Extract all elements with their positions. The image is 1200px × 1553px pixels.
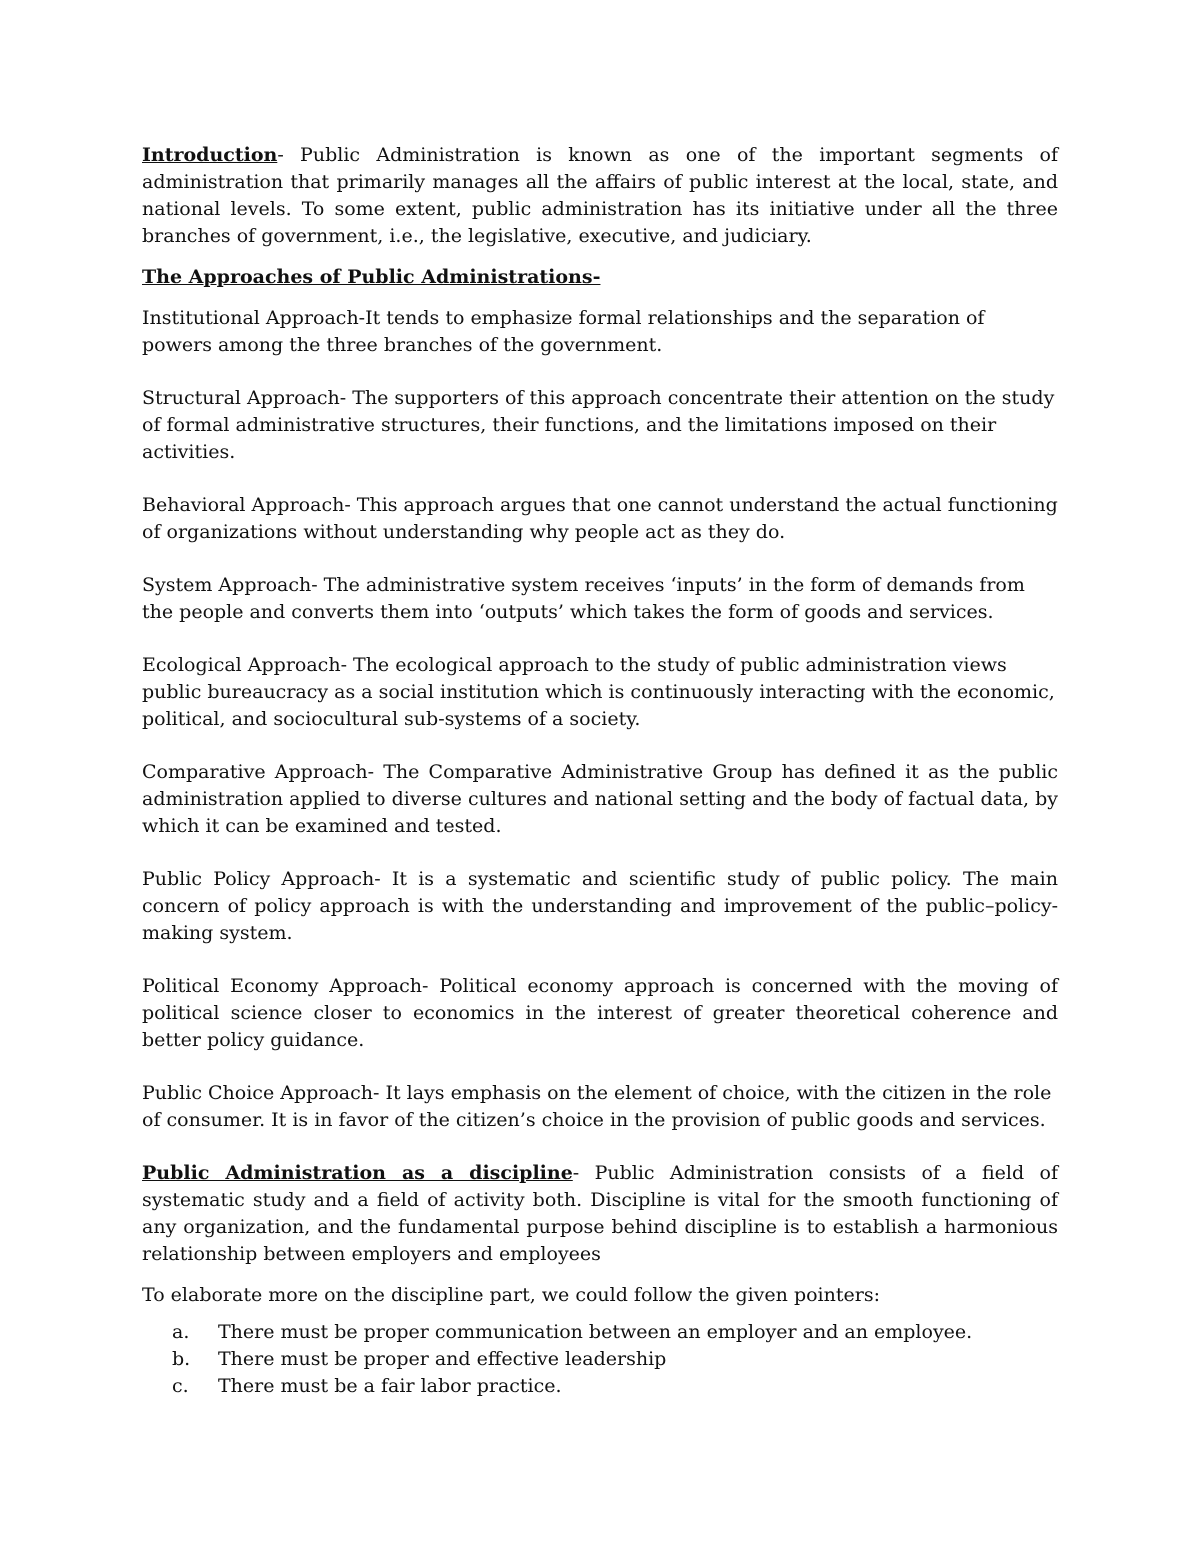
approach-paragraph-system: System Approach- The administrative system receives ‘inputs’ in the form of demands from the people and converts them into ‘outputs’ which takes the form of goods and services.	[142, 574, 1025, 623]
list-item	[142, 1346, 1058, 1373]
list-item-text: There must be a fair labor practice.	[218, 1375, 562, 1397]
discipline-pointer-list	[142, 1319, 1058, 1400]
list-item-text: There must be proper and effective leadership	[218, 1348, 667, 1370]
intro-heading: Introduction	[142, 144, 278, 166]
list-item	[142, 1319, 1058, 1346]
intro-paragraph	[142, 142, 1058, 250]
approach-paragraph-institutional: Institutional Approach-It tends to emphasize formal relationships and the separation of powers among the three branches of the government.	[142, 307, 985, 356]
approach-paragraph-public-choice: Public Choice Approach- It lays emphasis on the element of choice, with the citizen in the role of consumer. It is in favor of the citizen’s choice in the provision of public goods and services.	[142, 1082, 1052, 1131]
discipline-lead: To elaborate more on the discipline part, we could follow the given pointers:	[142, 1284, 880, 1306]
list-item-text: There must be proper communication between an employer and an employee.	[218, 1321, 973, 1343]
approach-paragraph-behavioral: Behavioral Approach- This approach argues that one cannot understand the actual functioning of organizations without understanding why people act as they do.	[142, 494, 1058, 543]
approach-paragraph-public-policy: Public Policy Approach- It is a systematic and scientific study of public policy. The main concern of policy approach is with the understanding and improvement of the public–policy-making system.	[142, 868, 1058, 944]
document-body	[142, 142, 1058, 1400]
list-item	[142, 1373, 1058, 1400]
intro-text: - Public Administration is known as one of the important segments of administration that primarily manages all the affairs of public interest at the local, state, and national levels. To some extent, public administration has its initiative under all the three branches of government, i.e., the legislative, executive, and judiciary.	[142, 144, 1058, 247]
list-marker: b.	[172, 1348, 191, 1370]
approaches-heading: The Approaches of Public Administrations-	[142, 266, 601, 288]
list-marker: c.	[172, 1375, 189, 1397]
discipline-heading: Public Administration as a discipline	[142, 1162, 573, 1184]
list-marker: a.	[172, 1321, 190, 1343]
approach-paragraph-ecological: Ecological Approach- The ecological approach to the study of public administration views public bureaucracy as a social institution which is continuously interacting with the economic, political, and sociocultural sub-systems of a society.	[142, 654, 1055, 730]
discipline-paragraph	[142, 1160, 1058, 1268]
approach-paragraph-comparative: Comparative Approach- The Comparative Administrative Group has defined it as the public administration applied to diverse cultures and national setting and the body of factual data, by which it can be examined and tested.	[142, 761, 1058, 837]
approach-paragraph-structural: Structural Approach- The supporters of this approach concentrate their attention on the study of formal administrative structures, their functions, and the limitations imposed on their activities.	[142, 387, 1055, 463]
approach-paragraph-political-economy: Political Economy Approach- Political economy approach is concerned with the moving of political science closer to economics in the interest of greater theoretical coherence and better policy guidance.	[142, 975, 1058, 1051]
discipline-text: - Public Administration consists of a field of systematic study and a field of activity both. Discipline is vital for the smooth functioning of any organization, and the fundamental purpose behind discipline is to establish a harmonious relationship between employers and employees	[142, 1162, 1058, 1265]
